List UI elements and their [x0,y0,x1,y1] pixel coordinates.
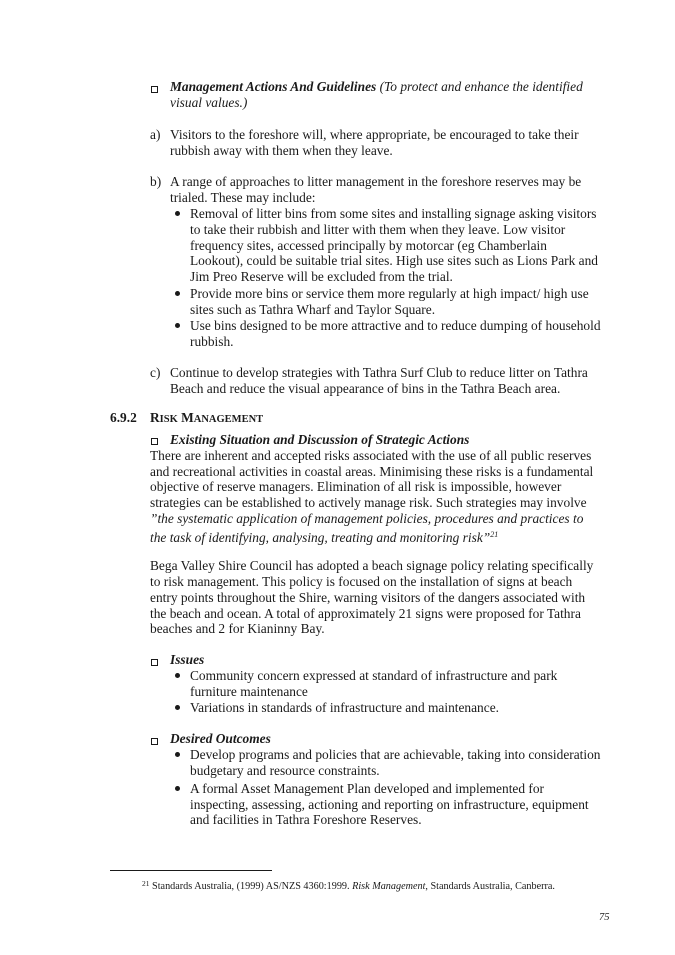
square-bullet-icon [151,659,158,666]
footnote-text: Standards Australia, (1999) AS/NZS 4360:1999. [149,881,353,892]
footnote-divider [110,870,272,871]
bullet-dot-icon [175,786,180,791]
heading-note-cont: visual values.) [170,95,248,110]
bullet-dot-icon [175,752,180,757]
bega-line-4: the beach and ocean. A total of approximately 21 signs were proposed for Tathra [150,606,581,621]
item-b-line-1: A range of approaches to litter management in the foreshore reserves may be [170,174,582,189]
bullet-b1-line-4: Lookout), could be suitable trial sites. High use sites such as Lions Park and [190,253,598,268]
bega-line-3: entry points throughout the Shire, warning visitors of the dangers associated with [150,590,586,605]
bullet-b1-line-3: frequency sites, accessed principally by motorcar (eg Chamberlain [190,238,547,253]
item-c-line-1: Continue to develop strategies with Tathra Surf Club to reduce litter on Tathra [170,365,588,380]
footnote-number: 21 [142,879,150,888]
square-bullet-icon [151,86,158,93]
bullet-b2-line-2: sites such as Tathra Wharf and Taylor Square. [190,302,436,317]
quote-text: the task of identifying, analysing, treating and monitoring risk” [150,530,491,545]
item-letter-a: a) [150,127,161,142]
footnote-text-end: , Standards Australia, Canberra. [425,881,555,892]
heading-bold: Management Actions And Guidelines [170,79,377,94]
bullet-b3-line-2: rubbish. [190,334,234,349]
issues-bullet-2: Variations in standards of infrastructure and maintenance. [190,700,499,715]
item-letter-c: c) [150,365,161,380]
item-a-line-2: rubbish away with them when they leave. [170,143,393,158]
existing-line-4: strategies can be established to actively manage risk. Such strategies may involve [150,495,587,510]
square-bullet-icon [151,738,158,745]
bullet-b2-line-1: Provide more bins or service them more regularly at high impact/ high use [190,286,589,301]
bullet-b1-line-1: Removal of litter bins from some sites and installing signage asking visitors [190,206,597,221]
outcomes-bullet-2-line-1: A formal Asset Management Plan developed and implemented for [190,781,545,796]
existing-quote-line-2 [150,527,498,546]
section-number: 6.9.2 [110,410,137,425]
bega-line-1: Bega Valley Shire Council has adopted a beach signage policy relating specifically [150,558,594,573]
bega-line-5: beaches and 2 for Kianinny Bay. [150,621,325,636]
page-number: 75 [599,912,610,923]
bullet-b1-line-2: to take their rubbish and litter with them when they leave. Low visitor [190,222,566,237]
issues-bullet-1-line-1: Community concern expressed at standard of infrastructure and park [190,668,558,683]
title-rest: ANAGEMENT [193,414,264,425]
bullet-dot-icon [175,323,180,328]
bullet-dot-icon [175,705,180,710]
existing-line-3: objective of reserve managers. Elimination of all risk is impossible, however [150,479,562,494]
item-b-line-2: trialed. These may include: [170,190,316,205]
outcomes-bullet-2-line-2: inspecting, assessing, actioning and reporting on infrastructure, equipment [190,797,589,812]
item-letter-b: b) [150,174,162,189]
existing-quote-line-1: ”the systematic application of management policies, procedures and practices to [150,511,584,526]
bullet-b3-line-1: Use bins designed to be more attractive and to reduce dumping of household [190,318,601,333]
bullet-dot-icon [175,673,180,678]
section-title [150,410,263,428]
footnote [142,878,555,893]
outcomes-bullet-1-line-1: Develop programs and policies that are achievable, taking into consideration [190,747,601,762]
title-rest: ISK [159,414,178,425]
square-bullet-icon [151,438,158,445]
footnote-reference: 21 [490,530,499,539]
management-actions-heading [170,79,611,95]
item-c-line-2: Beach and reduce the visual appearance of bins in the Tathra Beach area. [170,381,561,396]
footnote-title: Risk Management [352,881,426,892]
title-cap: M [181,410,194,425]
issues-heading: Issues [170,652,205,667]
item-a-line-1: Visitors to the foreshore will, where appropriate, be encouraged to take their [170,127,579,142]
existing-line-1: There are inherent and accepted risks associated with the use of all public reserves [150,448,592,463]
existing-situation-heading: Existing Situation and Discussion of Strategic Actions [170,432,470,447]
heading-note: (To protect and enhance the identified [379,79,583,94]
outcomes-bullet-2-line-3: and facilities in Tathra Foreshore Reserves. [190,812,422,827]
issues-bullet-1-line-2: furniture maintenance [190,684,308,699]
bullet-dot-icon [175,211,180,216]
outcomes-bullet-1-line-2: budgetary and resource constraints. [190,763,380,778]
bega-line-2: to risk management. This policy is focused on the installation of signs at beach [150,574,573,589]
bullet-dot-icon [175,291,180,296]
bullet-b1-line-5: Jim Preo Reserve will be excluded from the trial. [190,269,453,284]
title-cap: R [150,410,160,425]
existing-line-2: and recreational activities in coastal areas. Minimising these risks is a fundamental [150,464,594,479]
desired-outcomes-heading: Desired Outcomes [170,731,271,746]
